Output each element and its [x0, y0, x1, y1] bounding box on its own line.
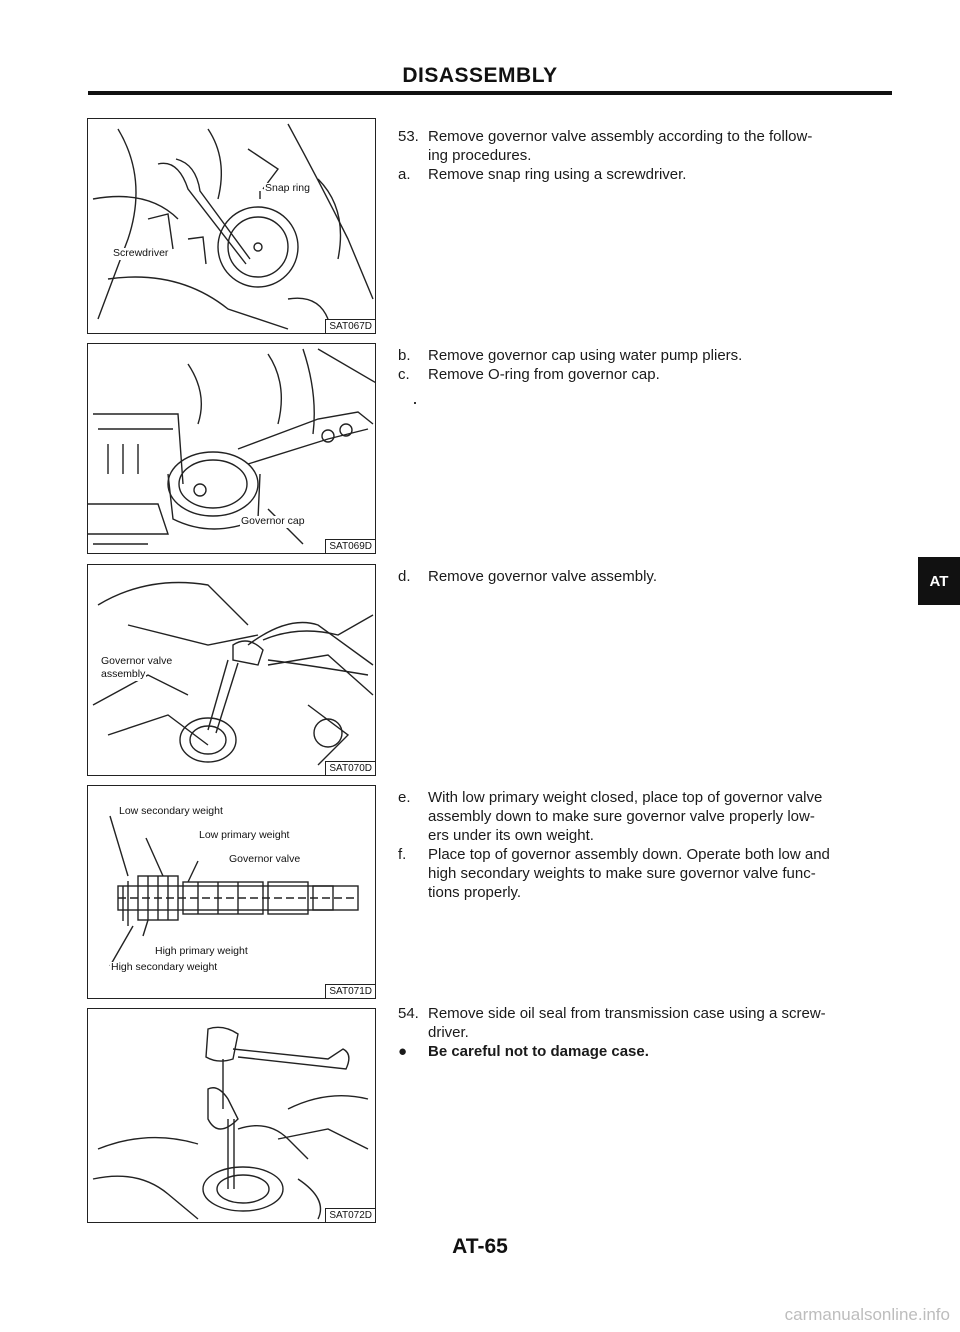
step-number: 53. [398, 128, 419, 145]
step-text-line: assembly down to make sure governor valve properly low- [428, 808, 815, 825]
step-letter: e. [398, 789, 411, 806]
caution-text: Be careful not to damage case. [428, 1043, 649, 1060]
governor-cap-illustration [88, 344, 376, 554]
figure-code: SAT069D [325, 539, 375, 553]
step-53 [398, 127, 898, 184]
step-text-line: driver. [428, 1024, 469, 1041]
watermark: carmanualsonline.info [784, 1305, 950, 1324]
step-text: Remove governor cap using water pump pliers. [428, 347, 743, 364]
figure-label: Snap ring [265, 182, 310, 194]
figure-label: Governor valve [229, 853, 301, 865]
steps-e-f [398, 788, 898, 902]
figure-oil-seal-removal [87, 1008, 376, 1223]
step-text-line: ers under its own weight. [428, 827, 594, 844]
figure-code: SAT067D [325, 319, 375, 333]
bullet-icon: ● [398, 1043, 408, 1060]
step-text: Remove O-ring from governor cap. [428, 366, 660, 383]
snap-ring-illustration [88, 119, 376, 334]
step-letter: c. [398, 366, 410, 383]
step-text-line: Remove governor valve assembly according to the follow- [428, 128, 813, 145]
figure-label: Low secondary weight [119, 805, 223, 817]
figure-label: assembly [101, 668, 146, 680]
figure-code: SAT071D [325, 984, 375, 998]
figure-code: SAT070D [325, 761, 375, 775]
figure-label: Governor cap [241, 515, 305, 527]
steps-b-c [398, 346, 898, 384]
oil-seal-illustration [88, 1009, 376, 1223]
figure-label: High secondary weight [111, 961, 218, 973]
figure-label: Governor valve [101, 655, 173, 667]
step-text-line: Place top of governor assembly down. Operate both low and [428, 846, 830, 863]
figure-code: SAT072D [325, 1208, 375, 1222]
stray-dot [414, 402, 416, 404]
step-text-line: high secondary weights to make sure governor valve func- [428, 865, 816, 882]
step-letter: a. [398, 166, 411, 183]
figure-label: High primary weight [155, 945, 248, 957]
figure-governor-cap-removal [87, 343, 376, 554]
figure-label: Screwdriver [113, 247, 169, 259]
step-54 [398, 1004, 898, 1061]
step-text-line: With low primary weight closed, place top of governor valve [428, 789, 823, 806]
step-number: 54. [398, 1005, 419, 1022]
step-text: Remove governor valve assembly. [428, 568, 657, 585]
step-letter: d. [398, 568, 411, 585]
page-number: AT-65 [452, 1235, 508, 1258]
figure-governor-weights [87, 785, 376, 999]
step-d [398, 567, 898, 586]
step-text: Remove snap ring using a screwdriver. [428, 166, 687, 183]
step-letter: b. [398, 347, 411, 364]
step-text-line: ing procedures. [428, 147, 532, 164]
title-rule [88, 91, 892, 95]
figure-label: Low primary weight [199, 829, 290, 841]
figure-snap-ring-removal [87, 118, 376, 334]
step-text-line: Remove side oil seal from transmission case using a screw- [428, 1005, 826, 1022]
figure-governor-valve-removal [87, 564, 376, 776]
page-title: DISASSEMBLY [402, 64, 558, 87]
section-tab-at: AT [918, 557, 960, 605]
step-text-line: tions properly. [428, 884, 522, 901]
step-letter: f. [398, 846, 407, 863]
